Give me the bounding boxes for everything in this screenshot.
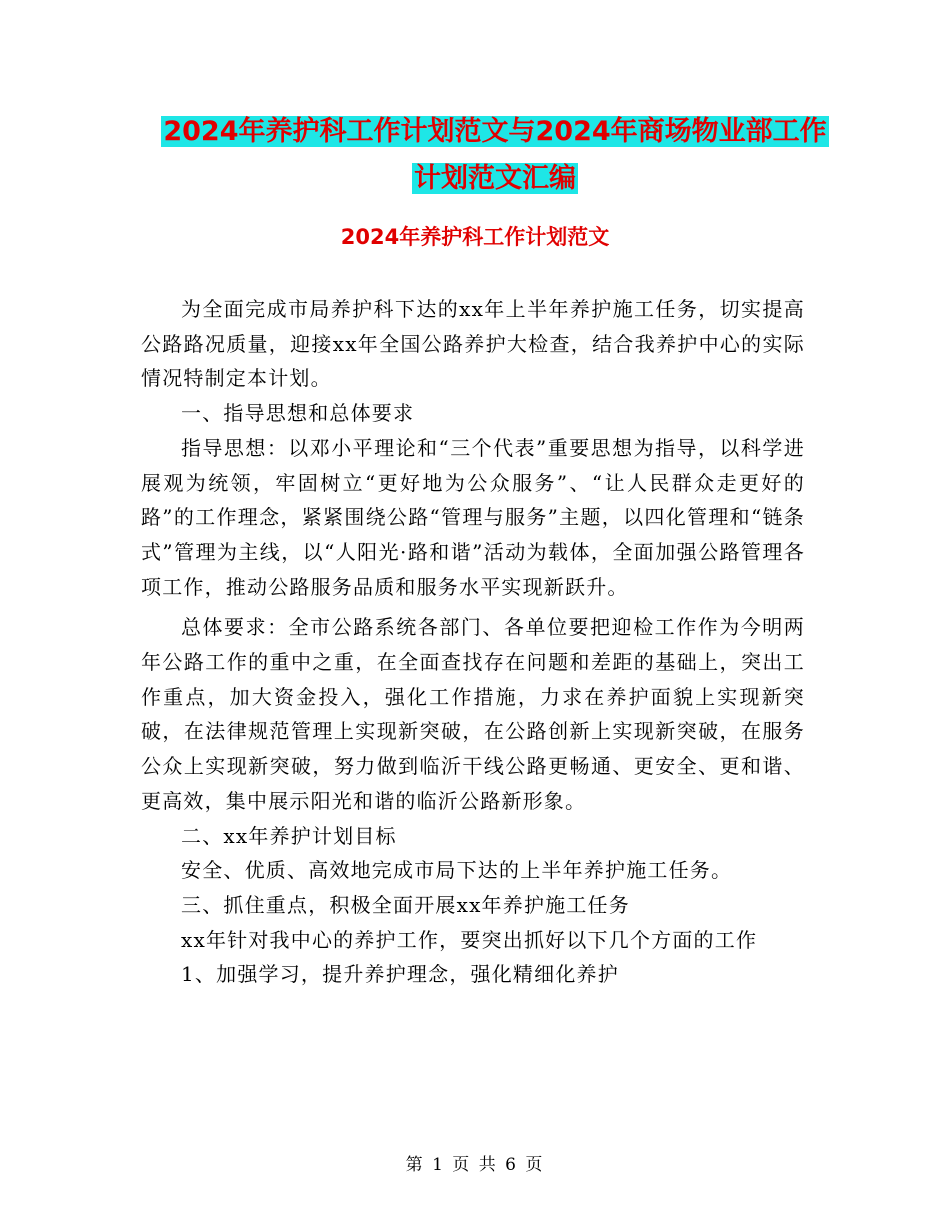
paragraph-guiding-ideology: 指导思想：以邓小平理论和“三个代表”重要思想为指导，以科学进展观为统领，牢固树立“更好地为公众服务”、“让人民群众走更好的路”的工作理念，紧紧围绕公路“管理与服务”主题，以四化管理和“链条式”管理为主线，以“人阳光·路和谐”活动为载体，全面加强公路管理各项工作，推动公路服务品质和服务水平实现新跃升。 xyxy=(141,435,805,599)
paragraph-plan-targets: 安全、优质、高效地完成市局下达的上半年养护施工任务。 xyxy=(181,858,733,883)
paragraph-key-tasks: xx年针对我中心的养护工作，要突出抓好以下几个方面的工作 xyxy=(181,927,758,952)
document-title-line-1: 2024年养护科工作计划范文与2024年商场物业部工作 xyxy=(163,116,827,147)
paragraph-intro: 为全面完成市局养护科下达的xx年上半年养护施工任务，切实提高公路路况质量，迎接xx年全国公路养护大检查，结合我养护中心的实际情况特制定本计划。 xyxy=(141,297,805,391)
heading-guiding-ideology: 一、指导思想和总体要求 xyxy=(181,401,415,426)
document-body xyxy=(141,292,805,992)
document-title xyxy=(140,108,850,202)
page-footer: 第 1 页 共 6 页 xyxy=(405,1155,545,1175)
document-title-line-2: 计划范文汇编 xyxy=(414,163,576,194)
heading-plan-targets: 二、xx年养护计划目标 xyxy=(181,823,397,848)
section-title: 2024年养护科工作计划范文 xyxy=(340,225,610,249)
heading-key-tasks: 三、抓住重点，积极全面开展xx年养护施工任务 xyxy=(181,892,630,917)
heading-item-1: 1、加强学习，提升养护理念，强化精细化养护 xyxy=(181,962,619,987)
paragraph-overall-requirements: 总体要求：全市公路系统各部门、各单位要把迎检工作作为今明两年公路工作的重中之重，在全面查找存在问题和差距的基础上，突出工作重点，加大资金投入，强化工作措施，力求在养护面貌上实现新突破，在法律规范管理上实现新突破，在公路创新上实现新突破，在服务公众上实现新突破，努力做到临沂干线公路更畅通、更安全、更和谐、更高效，集中展示阳光和谐的临沂公路新形象。 xyxy=(141,615,805,813)
